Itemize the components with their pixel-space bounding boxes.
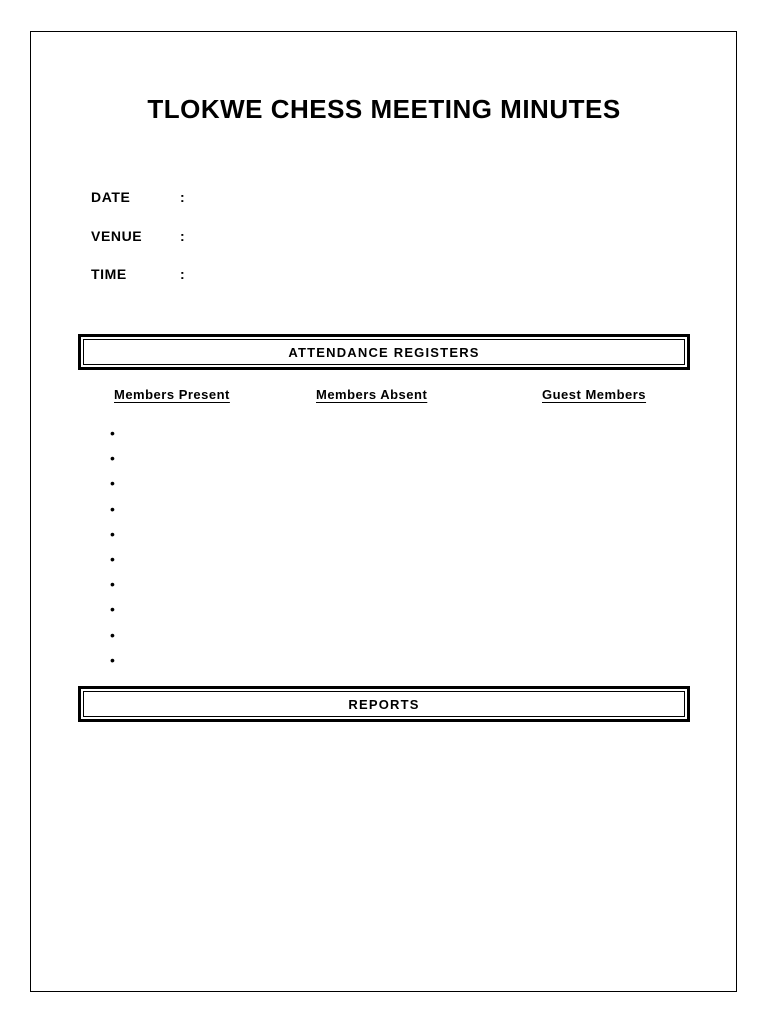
date-field (91, 189, 185, 205)
list-item: • (110, 651, 115, 668)
venue-label: VENUE (91, 228, 143, 244)
page-border (30, 31, 737, 992)
date-colon: : (180, 189, 186, 205)
time-colon: : (180, 266, 186, 282)
list-item: • (110, 425, 115, 441)
venue-field (91, 228, 185, 244)
page-title: TLOKWE CHESS MEETING MINUTES (147, 94, 621, 124)
list-item: • (110, 525, 115, 542)
list-item: • (110, 450, 115, 467)
list-item: • (110, 626, 115, 643)
members-present-header: Members Present (114, 387, 230, 402)
members-present-list (110, 421, 115, 673)
attendance-heading: ATTENDANCE REGISTERS (83, 339, 685, 365)
list-item: • (110, 475, 115, 492)
members-absent-header: Members Absent (316, 387, 428, 402)
reports-heading: REPORTS (83, 691, 685, 717)
list-item: • (110, 576, 115, 593)
list-item: • (110, 601, 115, 618)
venue-colon: : (180, 228, 186, 244)
time-label: TIME (91, 266, 127, 282)
reports-section-header (78, 686, 690, 722)
attendance-section-header (78, 334, 690, 370)
list-item: • (110, 500, 115, 517)
time-field (91, 266, 185, 282)
date-label: DATE (91, 189, 131, 205)
list-item: • (110, 550, 115, 567)
guest-members-header: Guest Members (542, 387, 647, 402)
